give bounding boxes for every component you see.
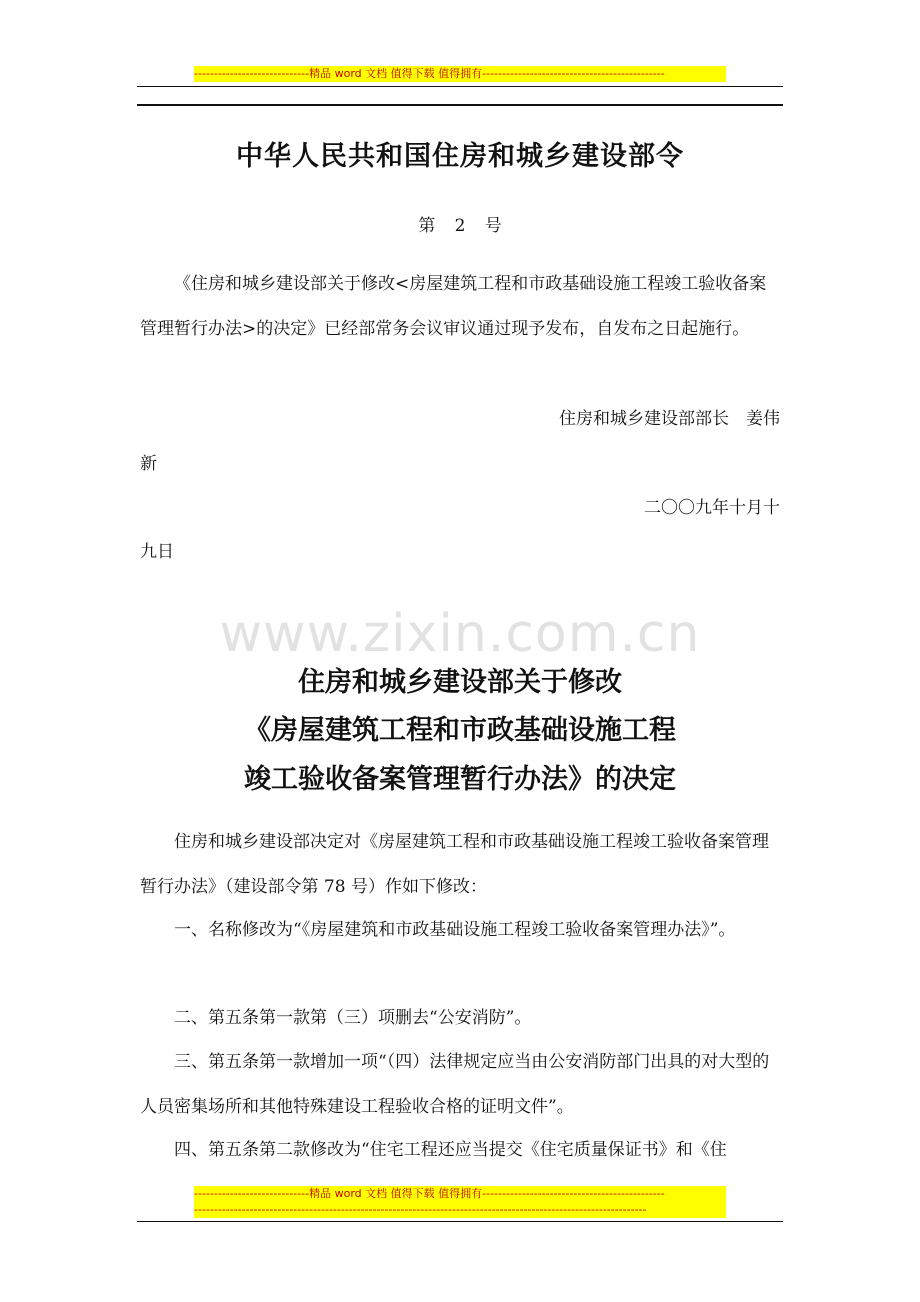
footer-banner-dashes: ------------------------------------------------------------------------------------------------------------------ bbox=[194, 1202, 726, 1218]
site-watermark: www.zixin.com.cn bbox=[219, 604, 701, 664]
amendment-item-3: 三、第五条第一款增加一项“（四）法律规定应当由公安消防部门出具的对大型的人员密集场所和其他特殊建设工程验收合格的证明文件”。 bbox=[140, 1052, 770, 1117]
decision-title-line-3: 竣工验收备案管理暂行办法》的决定 bbox=[244, 764, 676, 795]
amendment-item-4: 四、第五条第二款修改为“住宅工程还应当提交《住宅质量保证书》和《住 bbox=[174, 1140, 727, 1160]
amendment-item-2: 二、第五条第一款第（三）项删去“公安消防”。 bbox=[174, 1008, 532, 1028]
header-rule-thick bbox=[137, 104, 783, 106]
decision-title-line-2: 《房屋建筑工程和市政基础设施工程 bbox=[244, 715, 676, 746]
decree-body: 《住房和城乡建设部关于修改<房屋建筑工程和市政基础设施工程竣工验收备案管理暂行办法>的决定》已经部常务会议审议通过现予发布，自发布之日起施行。 bbox=[140, 274, 767, 339]
decree-title: 中华人民共和国住房和城乡建设部令 bbox=[236, 141, 684, 172]
amendment-item-1: 一、名称修改为“《房屋建筑和市政基础设施工程竣工验收备案管理办法》”。 bbox=[174, 920, 736, 940]
footer-rule bbox=[137, 1221, 783, 1222]
footer-banner: -----------------------------精品 word 文档 值得下载 值得拥有---------------------------------------------- bbox=[194, 1186, 726, 1202]
date-line-1: 二〇〇九年十月十 bbox=[644, 498, 780, 518]
decision-title-line-1: 住房和城乡建设部关于修改 bbox=[298, 667, 622, 698]
signer-line-1: 住房和城乡建设部部长 姜伟 bbox=[559, 409, 780, 429]
signer-line-2: 新 bbox=[140, 454, 157, 474]
date-line-2: 九日 bbox=[140, 542, 174, 562]
decree-number: 第 2 号 bbox=[418, 216, 502, 236]
decision-intro: 住房和城乡建设部决定对《房屋建筑工程和市政基础设施工程竣工验收备案管理暂行办法》（建设部令第 78 号）作如下修改： bbox=[140, 832, 769, 897]
header-banner: -----------------------------精品 word 文档 值得下载 值得拥有---------------------------------------------- bbox=[194, 66, 726, 82]
header-rule-thin bbox=[137, 86, 783, 87]
